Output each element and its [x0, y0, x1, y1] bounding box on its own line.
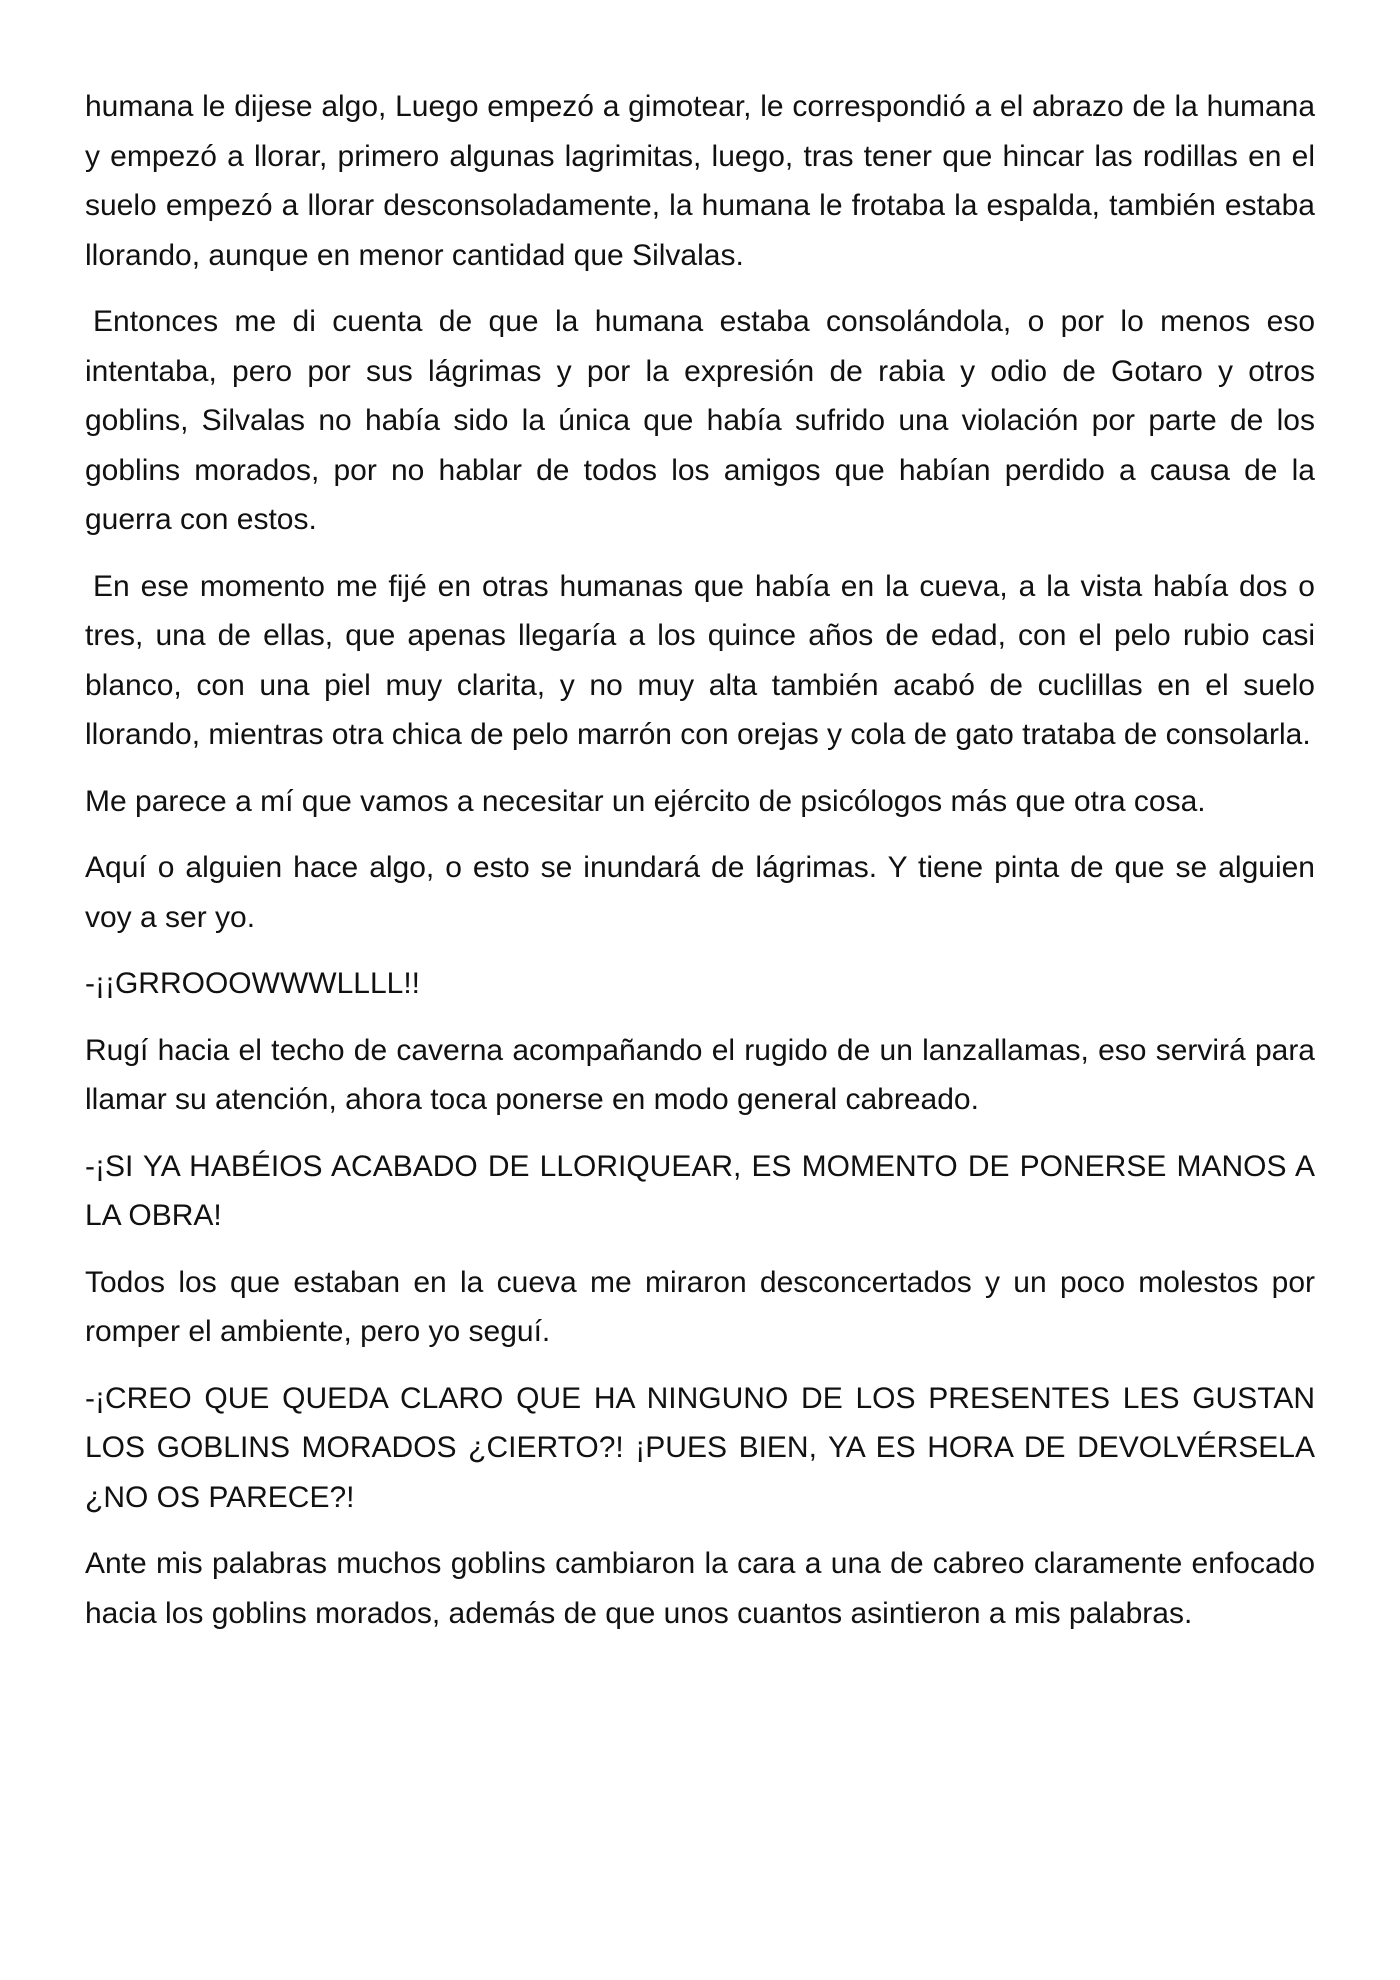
paragraph-5: Aquí o alguien hace algo, o esto se inundará de lágrimas. Y tiene pinta de que se alguien voy a ser yo. — [85, 851, 1315, 934]
paragraph-1: humana le dijese algo, Luego empezó a gimotear, le correspondió a el abrazo de la humana y empezó a llorar, primero algunas lagrimitas, luego, tras tener que hincar las rodillas en el suelo empezó a llorar desconsoladamente, la humana le frotaba la espalda, también estaba llorando, aunque en menor cantidad que Silvalas. — [85, 90, 1315, 272]
document-page — [85, 82, 1315, 1655]
paragraph-11: Ante mis palabras muchos goblins cambiaron la cara a una de cabreo claramente enfocado hacia los goblins morados, además de que unos cuantos asintieron a mis palabras. — [85, 1547, 1315, 1630]
paragraph-2: Entonces me di cuenta de que la humana estaba consolándola, o por lo menos eso intentaba, pero por sus lágrimas y por la expresión de rabia y odio de Gotaro y otros goblins, Silvalas no había sido la única que había sufrido una violación por parte de los goblins morados, por no hablar de todos los amigos que habían perdido a causa de la guerra con estos. — [85, 305, 1315, 536]
paragraph-3: En ese momento me fijé en otras humanas que había en la cueva, a la vista había dos o tres, una de ellas, que apenas llegaría a los quince años de edad, con el pelo rubio casi blanco, con una piel muy clarita, y no muy alta también acabó de cuclillas en el suelo llorando, mientras otra chica de pelo marrón con orejas y cola de gato trataba de consolarla. — [85, 569, 1315, 751]
paragraph-9: Todos los que estaban en la cueva me miraron desconcertados y un poco molestos por romper el ambiente, pero yo seguí. — [85, 1265, 1315, 1348]
paragraph-7: Rugí hacia el techo de caverna acompañando el rugido de un lanzallamas, eso servirá para llamar su atención, ahora toca ponerse en modo general cabreado. — [85, 1033, 1315, 1116]
paragraph-4: Me parece a mí que vamos a necesitar un ejército de psicólogos más que otra cosa. — [85, 784, 1206, 818]
paragraph-10: -¡CREO QUE QUEDA CLARO QUE HA NINGUNO DE LOS PRESENTES LES GUSTAN LOS GOBLINS MORADOS ¿CIERTO?! ¡PUES BIEN, YA ES HORA DE DEVOLVÉRSELA ¿NO OS PARECE?! — [85, 1381, 1315, 1514]
paragraph-8: -¡SI YA HABÉIOS ACABADO DE LLORIQUEAR, ES MOMENTO DE PONERSE MANOS A LA OBRA! — [85, 1149, 1315, 1232]
paragraph-6: -¡¡GRROOOWWWLLLL!! — [85, 967, 420, 1000]
